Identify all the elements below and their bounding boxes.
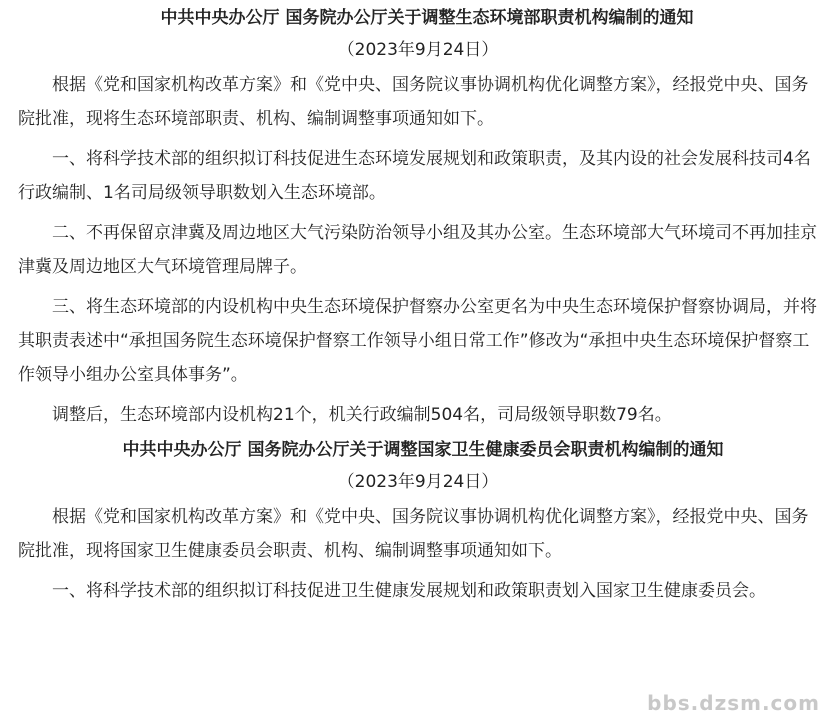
notice-ecology (18, 6, 818, 432)
paragraph: 调整后，生态环境部内设机构21个，机关行政编制504名，司局级领导职数79名。 (52, 405, 672, 425)
notice-title: 中共中央办公厅 国务院办公厅关于调整生态环境部职责机构编制的通知 (160, 8, 694, 28)
notice-date: （2023年9月24日） (337, 472, 499, 492)
paragraph: 一、将科学技术部的组织拟订科技促进卫生健康发展规划和政策职责划入国家卫生健康委员会。 (52, 581, 766, 601)
paragraph: 根据《党和国家机构改革方案》和《党中央、国务院议事协调机构优化调整方案》，经报党中央、国务院批准，现将生态环境部职责、机构、编制调整事项通知如下。 (18, 75, 809, 129)
paragraph: 一、将科学技术部的组织拟订科技促进生态环境发展规划和政策职责，及其内设的社会发展科技司4名行政编制、1名司局级领导职数划入生态环境部。 (18, 149, 811, 203)
notice-date: （2023年9月24日） (337, 40, 499, 60)
paragraph: 二、不再保留京津冀及周边地区大气污染防治领导小组及其办公室。生态环境部大气环境司不再加挂京津冀及周边地区大气环境管理局牌子。 (18, 223, 817, 277)
paragraph: 根据《党和国家机构改革方案》和《党中央、国务院议事协调机构优化调整方案》，经报党中央、国务院批准，现将国家卫生健康委员会职责、机构、编制调整事项通知如下。 (18, 507, 809, 561)
paragraph: 三、将生态环境部的内设机构中央生态环境保护督察办公室更名为中央生态环境保护督察协调局，并将其职责表述中“承担国务院生态环境保护督察工作领导小组日常工作”修改为“承担中央生态环境保护督察工作领导小组办公室具体事务”。 (18, 297, 817, 385)
site-watermark: bbs.dzsm.com (647, 691, 820, 715)
notice-title: 中共中央办公厅 国务院办公厅关于调整国家卫生健康委员会职责机构编制的通知 (122, 440, 724, 460)
document-body (18, 6, 818, 614)
notice-health (18, 438, 818, 608)
